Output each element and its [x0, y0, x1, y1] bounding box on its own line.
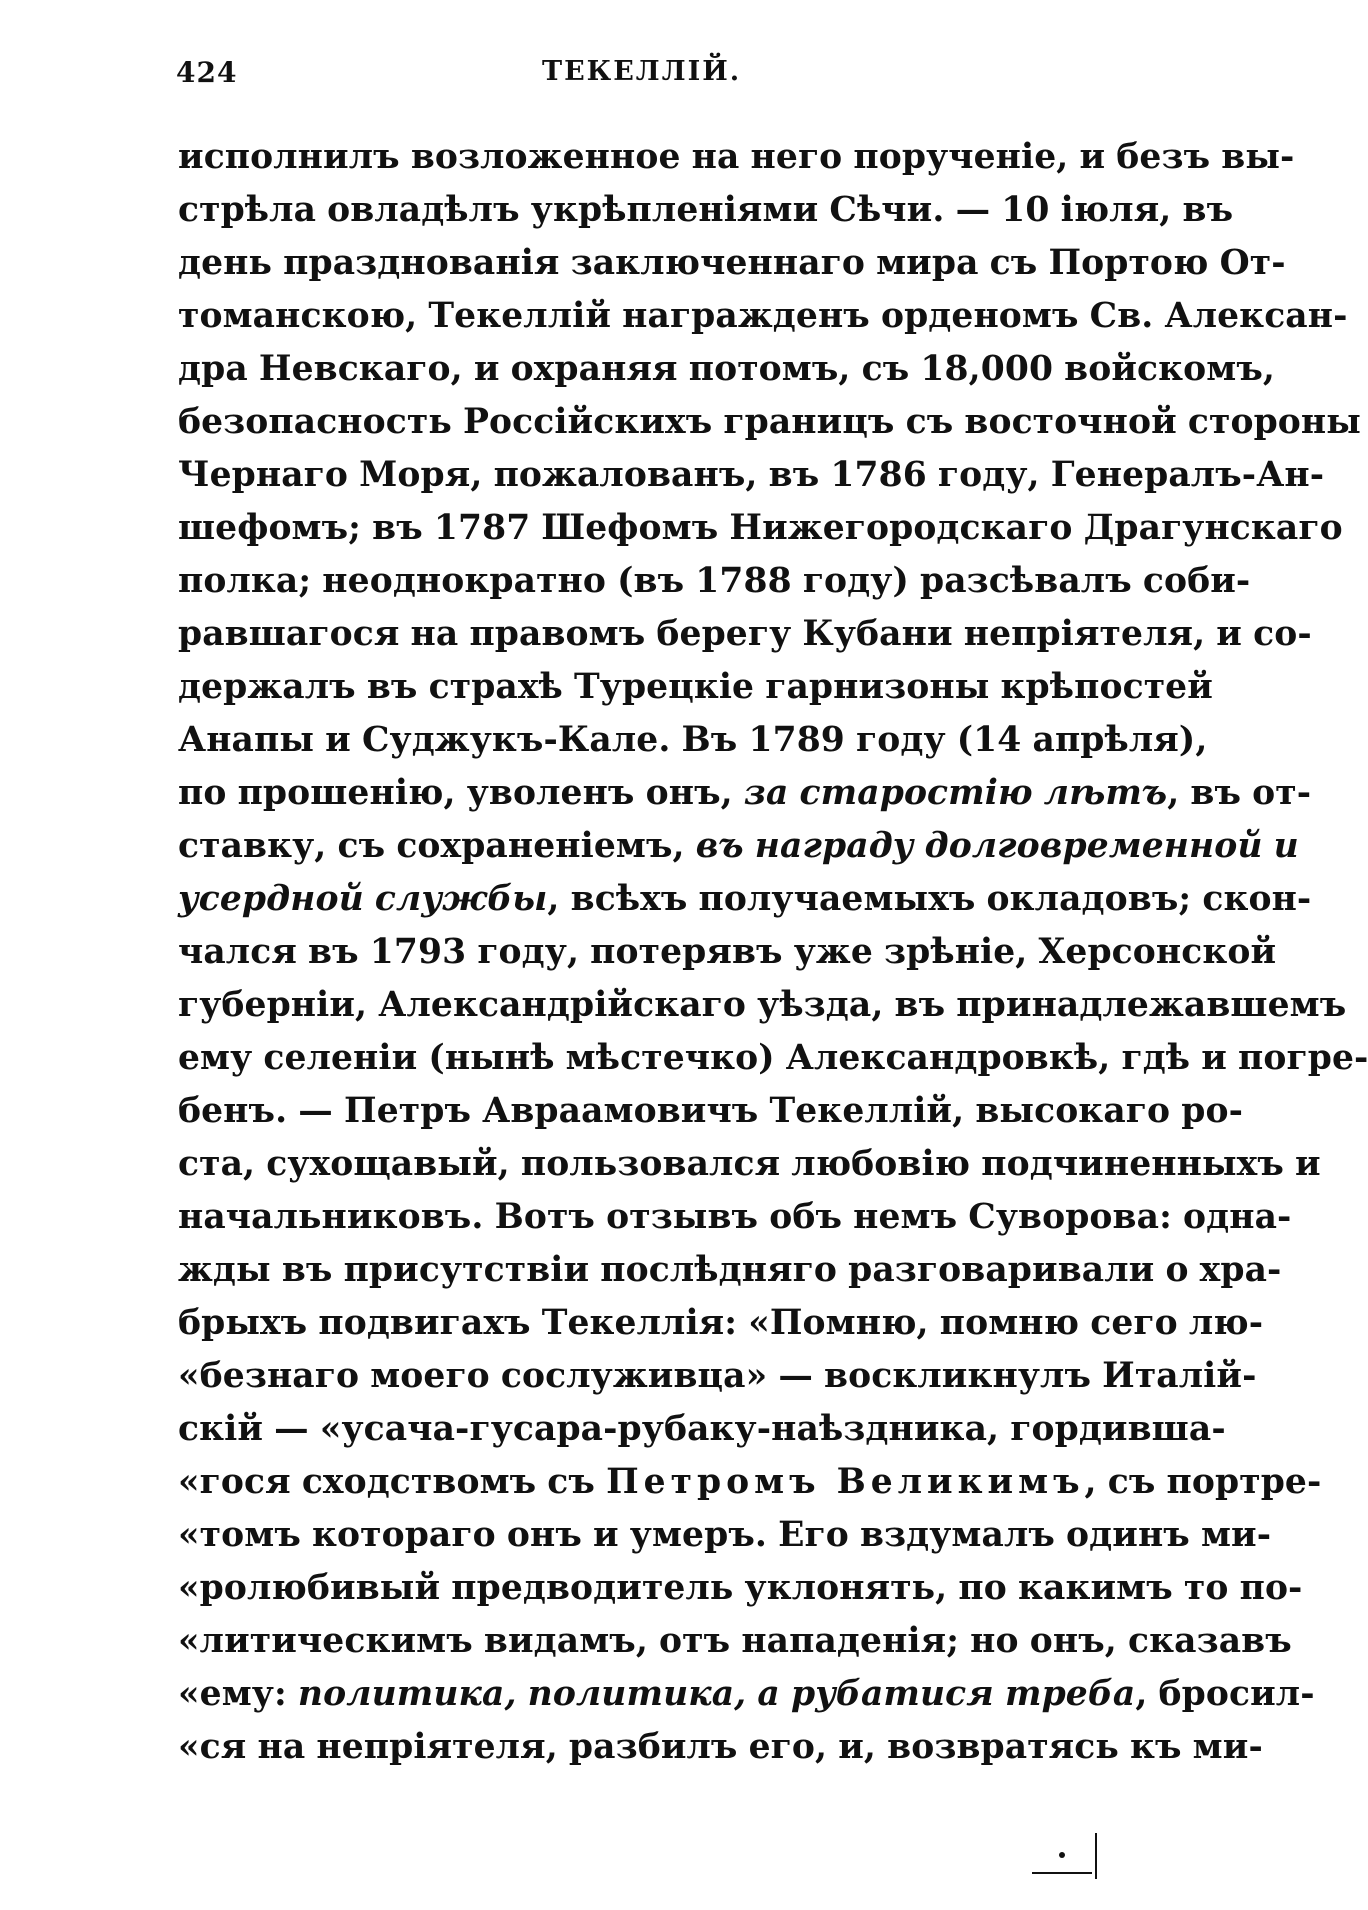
text-segment: шефомъ; въ 1787 Шефомъ Нижегородскаго Драгунскаго [178, 508, 1343, 548]
text-segment: «литическимъ видамъ, отъ нападенія; но онъ, сказавъ [178, 1621, 1292, 1661]
text-line [178, 1297, 1264, 1350]
text-line [178, 449, 1325, 502]
text-line [178, 1456, 1322, 1509]
text-segment: ста, сухощавый, пользовался любовію подчиненныхъ и [178, 1144, 1321, 1184]
text-line [178, 714, 1208, 767]
text-segment: , бросил- [1135, 1674, 1315, 1714]
text-line [178, 131, 1295, 184]
text-segment: Анапы и Суджукъ-Кале. Въ 1789 году (14 апрѣля), [178, 720, 1208, 760]
text-segment: день празднованія заключеннаго мира съ Портою От- [178, 243, 1286, 283]
text-line [178, 1615, 1292, 1668]
text-segment: «ся на непріятеля, разбилъ его, и, возвратясь къ ми- [178, 1727, 1263, 1767]
text-segment: ему селеніи (нынѣ мѣстечко) Александровкѣ, гдѣ и погре- [178, 1038, 1368, 1078]
text-line [178, 1350, 1257, 1403]
text-segment: , всѣхъ получаемыхъ окладовъ; скон- [547, 879, 1312, 919]
text-segment: держалъ въ страхѣ Турецкіе гарнизоны крѣпостей [178, 667, 1213, 707]
text-segment: «ролюбивый предводитель уклонять, по какимъ то по- [178, 1568, 1303, 1608]
text-segment: дра Невскаго, и охраняя потомъ, съ 18,000 войскомъ, [178, 349, 1276, 389]
text-line [178, 1191, 1292, 1244]
text-segment: начальниковъ. Вотъ отзывъ объ немъ Суворова: одна- [178, 1197, 1292, 1237]
text-segment: равшагося на правомъ берегу Кубани непріятеля, и со- [178, 614, 1312, 654]
text-line [178, 1244, 1282, 1297]
text-line [178, 290, 1348, 343]
text-segment: за старостію лѣтъ [743, 773, 1168, 813]
text-line [178, 767, 1312, 820]
text-segment: «томъ котораго онъ и умеръ. Его вздумалъ одинъ ми- [178, 1515, 1272, 1555]
text-segment: «безнаго моего сослуживца» — воскликнулъ Италій- [178, 1356, 1257, 1396]
body-text [178, 131, 1368, 1774]
text-line [178, 873, 1312, 926]
text-segment: исполнилъ возложенное на него порученіе, и безъ вы- [178, 137, 1295, 177]
text-line [178, 979, 1347, 1032]
text-line [178, 184, 1234, 237]
text-segment: «гося сходствомъ съ [178, 1462, 607, 1502]
text-segment: Петромъ Великимъ [606, 1462, 1085, 1502]
text-line [178, 1032, 1368, 1085]
text-line [178, 343, 1276, 396]
text-segment: , съ портре- [1084, 1462, 1322, 1502]
text-line [178, 1668, 1315, 1721]
text-segment: брыхъ подвигахъ Текеллія: «Помню, помню сего лю- [178, 1303, 1264, 1343]
text-segment: , въ от- [1167, 773, 1312, 813]
text-segment: стрѣла овладѣлъ укрѣпленіями Сѣчи. — 10 іюля, въ [178, 190, 1234, 230]
text-line [178, 502, 1343, 555]
text-segment: Чернаго Моря, пожалованъ, въ 1786 году, Генералъ-Ан- [178, 455, 1325, 495]
text-line [178, 1509, 1272, 1562]
text-segment: ставку, съ сохраненіемъ, [178, 826, 696, 866]
text-segment: бенъ. — Петръ Авраамовичъ Текеллій, высокаго ро- [178, 1091, 1243, 1131]
text-segment: усердной службы [178, 879, 548, 919]
text-segment: скій — «усача-гусара-рубаку-наѣздника, гордившa- [178, 1409, 1226, 1449]
text-line [178, 1085, 1243, 1138]
text-segment: безопасность Россійскихъ границъ съ восточной стороны [178, 402, 1361, 442]
text-segment: въ награду долговременной и [695, 826, 1299, 866]
page-number: 424 [176, 56, 238, 89]
text-segment: «ему: [178, 1674, 298, 1714]
text-segment: чался въ 1793 году, потерявъ уже зрѣніе, Херсонской [178, 932, 1277, 972]
page-corner-mark [1030, 1833, 1100, 1881]
text-line [178, 661, 1213, 714]
text-segment: жды въ присутствіи послѣдняго разговаривали о хра- [178, 1250, 1282, 1290]
text-line [178, 1403, 1226, 1456]
text-line [178, 926, 1277, 979]
text-segment: полка; неоднократно (въ 1788 году) разсѣвалъ соби- [178, 561, 1251, 601]
text-line [178, 237, 1286, 290]
text-line [178, 555, 1251, 608]
text-segment: политика, политика, а рубатися треба [297, 1674, 1136, 1714]
running-title: ТЕКЕЛЛІЙ. [542, 56, 742, 87]
text-segment: по прошенію, уволенъ онъ, [178, 773, 744, 813]
text-segment: томанскою, Текеллій награжденъ орденомъ Св. Алексан- [178, 296, 1348, 336]
text-line [178, 1138, 1321, 1191]
text-line [178, 1562, 1303, 1615]
text-segment: губерніи, Александрійскаго уѣзда, въ принадлежавшемъ [178, 985, 1347, 1025]
text-line [178, 608, 1312, 661]
text-line [178, 820, 1299, 873]
text-line [178, 396, 1361, 449]
text-line [178, 1721, 1263, 1774]
